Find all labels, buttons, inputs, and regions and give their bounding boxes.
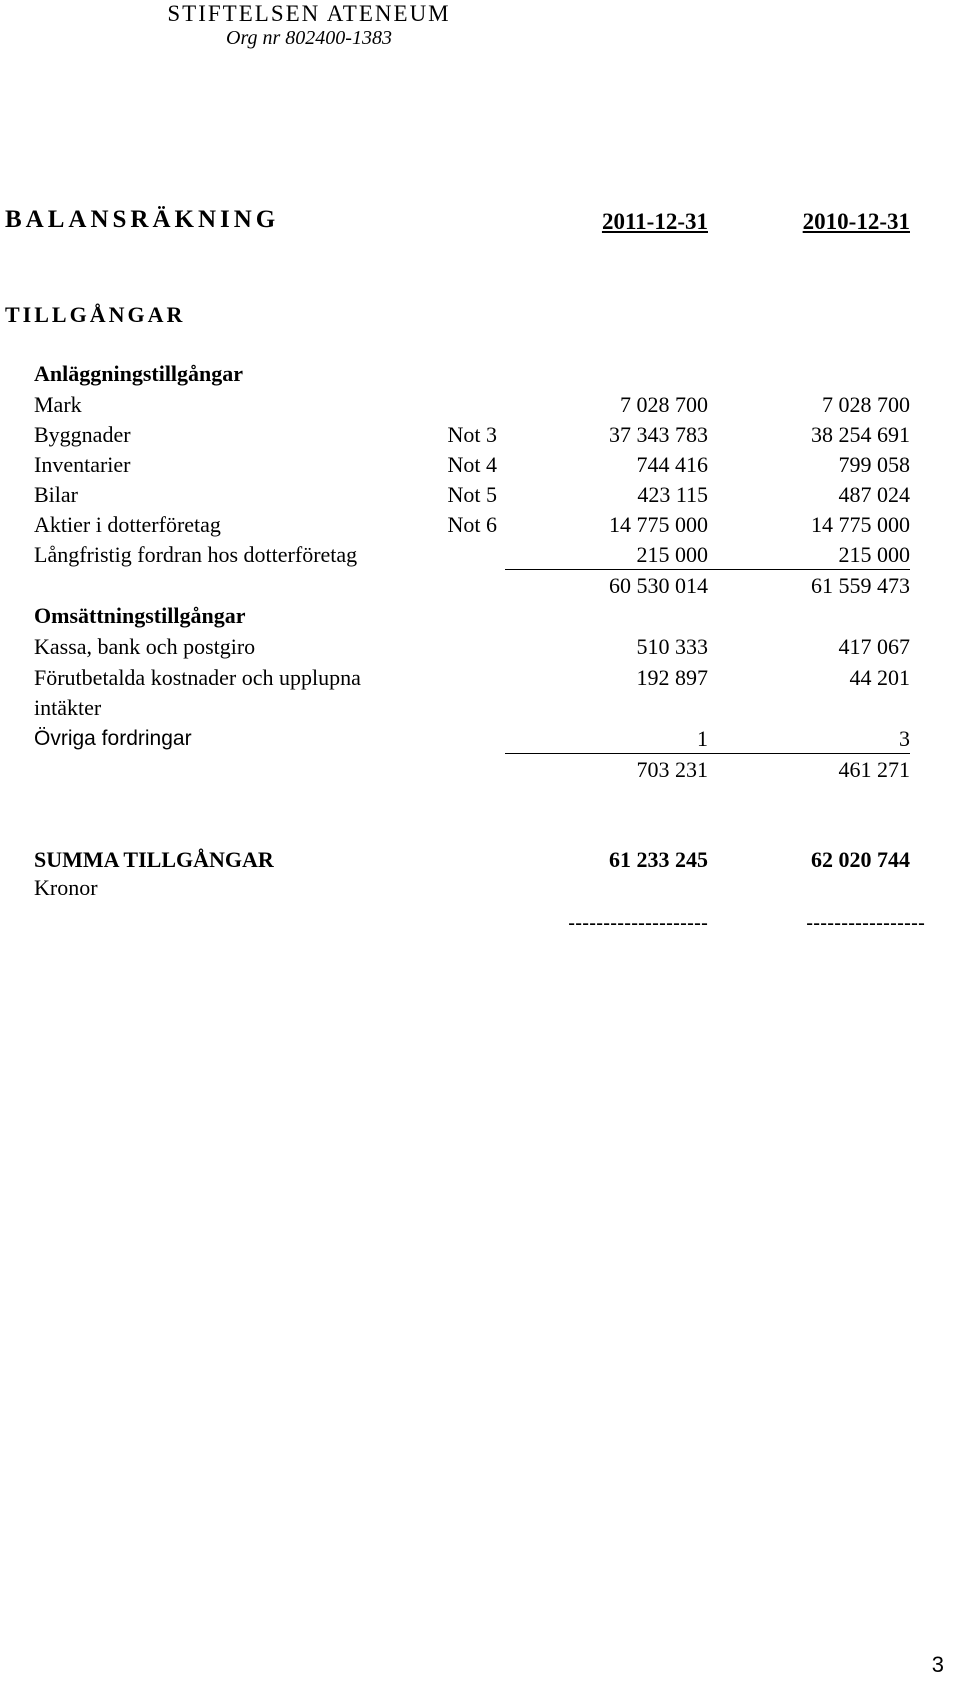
- row-label: Bilar: [34, 482, 78, 507]
- row-value-2011: 510 333: [636, 634, 708, 659]
- subtotal-rule: [505, 753, 910, 754]
- section-heading-assets: TILLGÅNGAR: [5, 302, 186, 327]
- row-label: Mark: [34, 392, 82, 417]
- row-note: Not 4: [447, 452, 497, 477]
- subtotal-value-2010: 61 559 473: [811, 573, 910, 598]
- current-assets-heading: Omsättningstillgångar: [34, 603, 246, 628]
- page-number: 3: [931, 1652, 944, 1677]
- fixed-assets-heading: Anläggningstillgångar: [34, 361, 244, 386]
- total-label: SUMMA TILLGÅNGAR: [34, 847, 274, 872]
- subtotal-value-2011: 60 530 014: [609, 573, 708, 598]
- row-value-2010: 417 067: [838, 634, 910, 659]
- row-value-2010: 7 028 700: [822, 392, 910, 417]
- row-note: Not 3: [447, 422, 497, 447]
- row-note: Not 5: [447, 482, 497, 507]
- subtotal-rule: [505, 569, 910, 570]
- row-value-2010: 487 024: [838, 482, 910, 507]
- row-value-2011: 37 343 783: [609, 422, 708, 447]
- row-label: Kassa, bank och postgiro: [34, 634, 256, 659]
- dash-line-2010: -----------------: [806, 912, 925, 935]
- total-value-2010: 62 020 744: [811, 847, 910, 872]
- column-date-2011: 2011-12-31: [601, 209, 708, 234]
- row-label: Långfristig fordran hos dotterföretag: [34, 542, 358, 567]
- row-label: Inventarier: [34, 452, 131, 477]
- currency-label: Kronor: [34, 875, 98, 900]
- row-value-2010: 799 058: [838, 452, 910, 477]
- row-value-2011: 7 028 700: [620, 392, 708, 417]
- row-value-2011: 1: [697, 726, 708, 751]
- row-value-2010: 44 201: [849, 665, 910, 690]
- total-value-2011: 61 233 245: [609, 847, 708, 872]
- row-value-2011: 423 115: [637, 482, 708, 507]
- row-value-2011: 744 416: [636, 452, 708, 477]
- row-value-2011: 215 000: [636, 542, 708, 567]
- document-title: BALANSRÄKNING: [5, 206, 280, 233]
- row-label: Aktier i dotterföretag: [34, 512, 221, 537]
- organization-name: STIFTELSEN ATENEUM: [167, 1, 451, 26]
- row-label: Förutbetalda kostnader och upplupna: [34, 665, 361, 690]
- organization-number: Org nr 802400-1383: [226, 27, 392, 49]
- row-value-2010: 3: [899, 726, 910, 751]
- row-label: Byggnader: [34, 422, 131, 447]
- row-value-2010: 215 000: [838, 542, 910, 567]
- row-label: Övriga fordringar: [34, 727, 192, 750]
- row-value-2010: 38 254 691: [811, 422, 910, 447]
- row-value-2011: 192 897: [636, 665, 708, 690]
- row-value-2010: 14 775 000: [811, 512, 910, 537]
- row-value-2011: 14 775 000: [609, 512, 708, 537]
- row-label-continued: intäkter: [34, 695, 102, 720]
- row-note: Not 6: [447, 512, 497, 537]
- subtotal-value-2011: 703 231: [636, 757, 708, 782]
- subtotal-value-2010: 461 271: [838, 757, 910, 782]
- dash-line-2011: --------------------: [568, 912, 708, 935]
- column-date-2010: 2010-12-31: [802, 209, 910, 234]
